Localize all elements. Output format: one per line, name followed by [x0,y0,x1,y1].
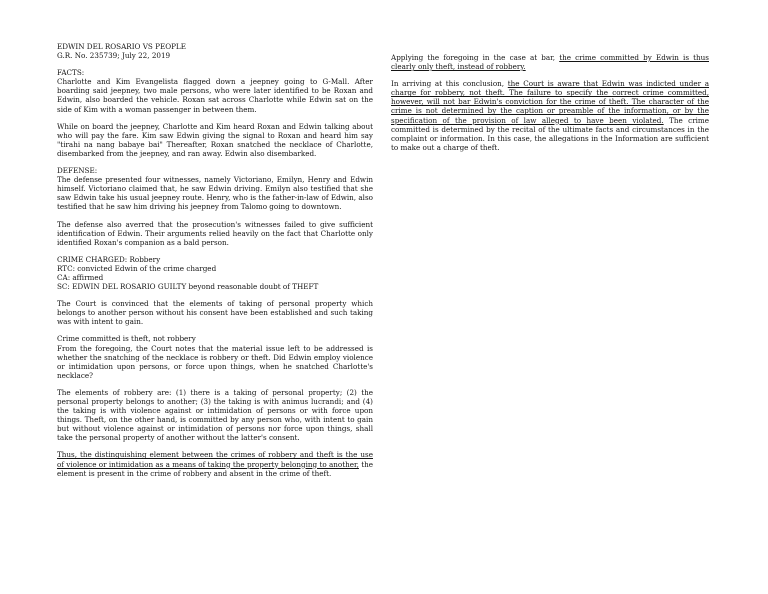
defense-heading: DEFENSE: [57,166,98,176]
elements-paragraph: The elements of robbery are: (1) there is a taking of personal property; (2) the personal property belongs to another; (3) the taking is with animus lucrandi; and (4) the taking is with violence against or intimidation of persons or with force upon things. Theft, on the other hand, is committed by any person who, with intent to gain but without violence against or intimidation of persons nor force upon things, shall take the personal property of another without the latter's consent. [57,387,373,443]
crime-charged: CRIME CHARGED: Robbery [57,254,161,264]
applying-underlined: the crime committed by Edwin is thus clearly only theft, instead of robbery. [391,53,709,72]
theft-paragraph: From the foregoing, the Court notes that the material issue left to be addressed is whether the snatching of the necklace is robbery or theft. Did Edwin employ violence or intimidation upon persons, or force upon things, when he snatched Charlotte's necklace? [57,343,373,380]
applying-lead: Applying the foregoing in the case at bar, [391,53,560,62]
ca-ruling: CA: affirmed [57,272,104,282]
facts-paragraph-1: Charlotte and Kim Evangelista flagged down a jeepney going to G-Mall. After boarding said jeepney, two male persons, who were later identified to be Roxan and Edwin, also boarded the vehicle. Roxan sat across Charlotte while Edwin sat on the side of Kim with a woman passenger in between them. [57,77,373,114]
conclusion-rest: The crime committed is determined by the recital of the ultimate facts and circumstances in the complaint or information. In this case, the allegations in the Information are sufficient to make out a charge of theft. [391,115,710,152]
thus-underlined: Thus, the distinguishing element between the crimes of robbery and theft is the use of violence or intimidation as a means of taking the property belonging to another, [57,450,373,469]
defense-paragraph-2: The defense also averred that the prosecution's witnesses failed to give sufficient identification of Edwin. Their arguments relied heavily on the fact that Charlotte only identified Roxan's companion as a bald person. [57,219,373,247]
sc-ruling: SC: EDWIN DEL ROSARIO GUILTY beyond reasonable doubt of THEFT [57,282,319,292]
facts-paragraph-2: While on board the jeepney, Charlotte and Kim heard Roxan and Edwin talking about who will pay the fare. Kim saw Edwin giving the signal to Roxan and heard him say "tirahi na nang babaye bai" Thereafter, Roxan snatched the necklace of Charlotte, disembarked from the jeepney, and ran away. Edwin also disembarked. [57,121,373,158]
conclusion-underlined: the Court is aware that Edwin was indicted under a charge for robbery, not theft. The failure to specify the correct crime committed, however, will not bar Edwin's conviction for the crime of theft. The character of the crime is not determined by the caption or preamble of the information, or by the specification of the provision of law alleged to have been violated. [391,79,710,125]
case-number: G.R. No. 235739; July 22, 2019 [57,51,171,61]
conclusion-paragraph [391,79,709,152]
facts-heading: FACTS: [57,68,85,78]
defense-paragraph-1: The defense presented four witnesses, namely Victoriano, Emilyn, Henry and Edwin himself. Victoriano claimed that, he saw Edwin driving. Emilyn also testified that she saw Edwin take his usual jeepney route. Henry, who is the father-in-law of Edwin, also testified that he saw him driving his jeepney from Talomo going to downtown. [57,175,373,212]
court-paragraph: The Court is convinced that the elements of taking of personal property which belongs to another person without his consent have been established and such taking was with intent to gain. [57,299,373,327]
theft-heading: Crime committed is theft, not robbery [57,334,196,344]
left-column [57,42,373,486]
thus-paragraph [57,450,373,477]
thus-rest: the element is present in the crime of robbery and absent in the crime of theft. [57,459,374,478]
rtc-ruling: RTC: convicted Edwin of the crime charged [57,263,217,273]
conclusion-lead: In arriving at this conclusion, [391,79,508,89]
case-title: EDWIN DEL ROSARIO VS PEOPLE [57,42,186,51]
applying-paragraph [391,53,709,71]
right-column [391,53,709,160]
